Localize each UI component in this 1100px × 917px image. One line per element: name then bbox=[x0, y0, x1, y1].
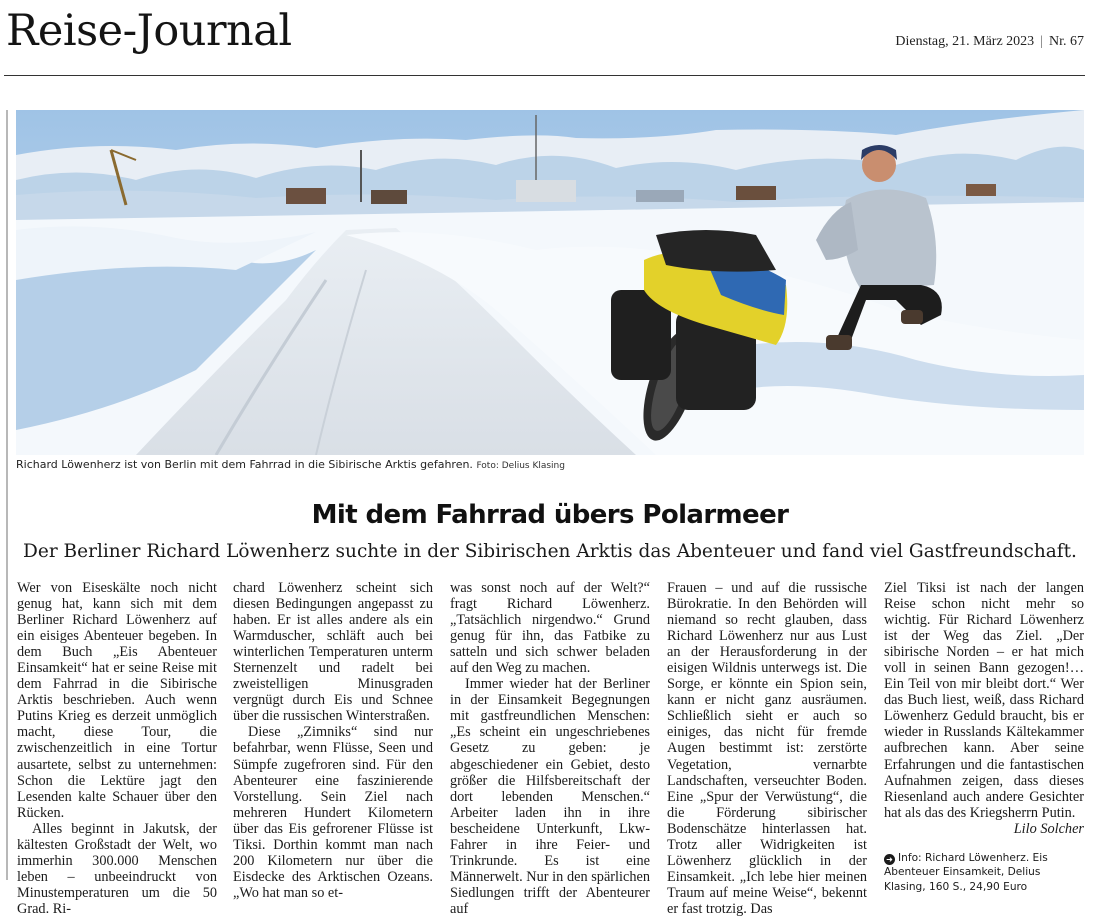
column-rule bbox=[6, 110, 8, 880]
masthead-title: Reise-Journal bbox=[6, 6, 292, 56]
article-column-2 bbox=[233, 580, 433, 901]
paragraph: chard Löwenherz scheint sich diesen Bedingungen angepasst zu haben. Er ist alles andere als ein Warmduscher, schläft auch bei winterlichen Temperaturen unterm Sternenzelt und radelt bei zweistelligen Minusgraden vergnügt durch Eis und Schnee über die russischen Winterstraßen. bbox=[233, 580, 433, 725]
paragraph: Immer wieder hat der Berliner in der Einsamkeit Begegnungen mit gastfreundlichen Menschen: „Es scheint ein ungeschriebenes Gesetz zu geben: je abgeschiedener ein Gebiet, desto größer die Hilfsbereitschaft der dort lebenden Menschen.“ Arbeiter laden ihn in ihre bescheidene Unterkunft, Lkw-Fahrer in ihre Feier- und Trinkrunde. Es ist eine Männerwelt. Nur in den spärlichen Siedlungen trifft der Abenteurer auf bbox=[450, 676, 650, 917]
article-column-4 bbox=[667, 580, 867, 917]
photo-credit: Foto: Delius Klasing bbox=[476, 461, 565, 471]
article-column-3 bbox=[450, 580, 650, 917]
book-info bbox=[884, 851, 1084, 895]
dateline-separator: | bbox=[1040, 34, 1043, 49]
masthead-rule bbox=[4, 75, 1085, 76]
article-subhead: Der Berliner Richard Löwenherz suchte in der Sibirischen Arktis das Abenteuer und fand viel Gastfreundschaft. bbox=[23, 541, 1077, 562]
photo-illustration bbox=[16, 110, 1084, 455]
paragraph: was sonst noch auf der Welt?“ fragt Richard Löwenherz. „Tatsächlich nirgendwo.“ Grund genug für ihn, das Fatbike zu satteln und sich schwer beladen auf den Weg zu machen. bbox=[450, 580, 650, 677]
paragraph: Diese „Zimniks“ sind nur befahrbar, wenn Flüsse, Seen und Sümpfe zugefroren sind. Für den Abenteurer eine faszinierende Vorstellung. Sein Ziel nach mehreren Hundert Kilometern über das Eis gefrorener Flüsse ist Tiksi. Dorthin kommt man nach 200 Kilometern nur über die Eisdecke des Arktischen Ozeans. „Wo hat man so et- bbox=[233, 724, 433, 901]
article-column-1 bbox=[17, 580, 217, 917]
author-byline: Lilo Solcher bbox=[1013, 820, 1084, 837]
paragraph: Alles beginnt in Jakutsk, der kältesten Großstadt der Welt, wo immerhin 300.000 Menschen leben – unbeeindruckt von Minustemperaturen um die 50 Grad. Ri- bbox=[17, 820, 217, 917]
article-headline: Mit dem Fahrrad übers Polarmeer bbox=[311, 500, 789, 530]
arrow-right-icon: ➜ bbox=[884, 854, 895, 865]
book-info-text: Info: Richard Löwenherz. Eis Abenteuer Einsamkeit, Delius Klasing, 160 S., 24,90 Euro bbox=[884, 851, 1048, 893]
paragraph: Frauen – und auf die russische Bürokratie. In den Behörden will niemand so recht glauben, dass Richard Löwenherz nur aus Lust an der Herausforderung in der eisigen Wildnis unterwegs ist. Die Sorge, er könnte ein Spion sein, kann er nicht ganz ausräumen. Schließlich sieht er auch so einiges, das nicht für fremde Augen bestimmt ist: zerstörte Vegetation, vernarbte Landschaften, verseuchter Boden. Eine „Spur der Verwüstung“, die die Förderung sibirischer Bodenschätze hinterlassen hat. Trotz aller Widrigkeiten ist Löwenherz glücklich in der Einsamkeit. „Ich lebe hier meinen Traum auf meine Weise“, bekennt er fast trotzig. Das bbox=[667, 580, 867, 917]
issue-number: Nr. 67 bbox=[1049, 34, 1084, 49]
article-column-5 bbox=[884, 580, 1084, 895]
paragraph: Ziel Tiksi ist nach der langen Reise schon nicht mehr so wichtig. Für Richard Löwenherz ist der Weg das Ziel. „Der sibirische Norden – er hat mich voll in seinen Bann gezogen!… Ein Teil von mir bleibt dort.“ Wer das Buch liest, weiß, dass Richard Löwenherz Geduld braucht, bis er wieder in Russlands Kältekammer aufbrechen kann. Aber seine Erfahrungen und die fantastischen Aufnahmen zeigen, dass dieses Riesenland auch andere Gesichter hat als das des Kriegsherrn Putin. bbox=[884, 580, 1084, 821]
issue-date: Dienstag, 21. März 2023 bbox=[895, 34, 1035, 49]
dateline bbox=[895, 34, 1084, 50]
caption-text: Richard Löwenherz ist von Berlin mit dem Fahrrad in die Sibirische Arktis gefahren. bbox=[16, 458, 473, 471]
paragraph: Wer von Eiseskälte noch nicht genug hat, kann sich mit dem Berliner Richard Löwenherz auf ein eisiges Abenteuer begeben. In dem Buch „Eis Abenteuer Einsamkeit“ hat er seine Reise mit dem Fahrrad in die Sibirische Arktis beschrieben. Auch wenn Putins Krieg es derzeit unmöglich macht, diese Tour, die zwischenzeitlich in eine Tortur ausartete, selbst zu unternehmen: Schon die Lektüre jagt den Lesenden kalte Schauer über den Rücken. bbox=[17, 580, 217, 821]
article-photo bbox=[16, 110, 1084, 455]
photo-caption bbox=[16, 458, 565, 471]
